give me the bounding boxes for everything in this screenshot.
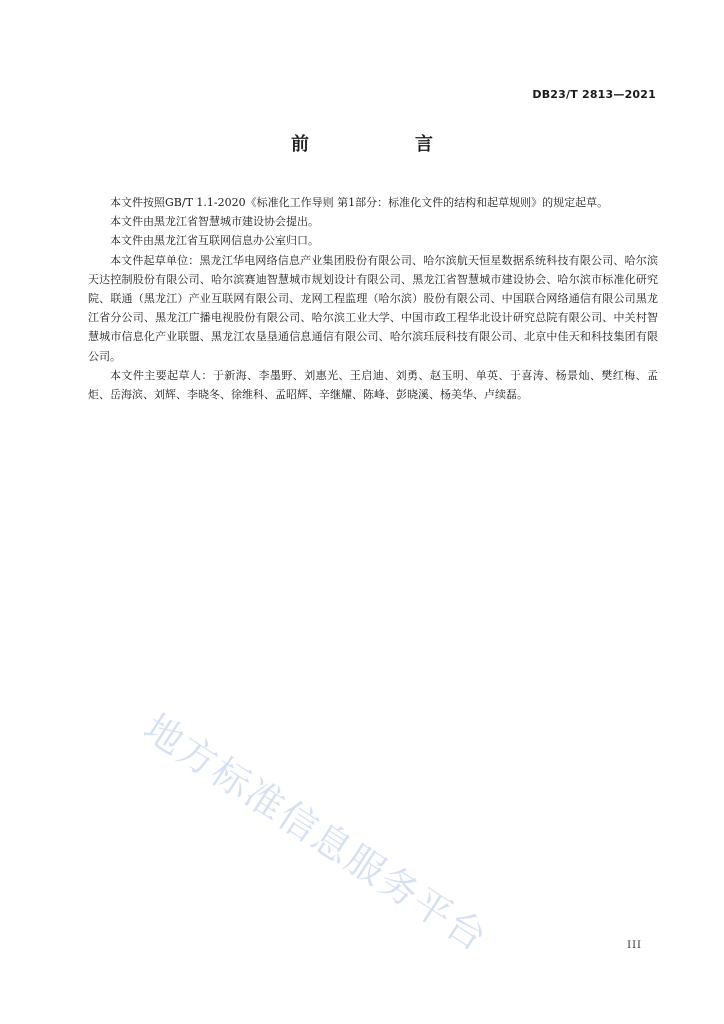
standard-code: DB23/T 2813—2021: [532, 88, 656, 101]
watermark: 地方标准信息服务平台: [136, 705, 496, 961]
page-number: III: [627, 940, 642, 951]
foreword-body: [88, 193, 658, 404]
paragraph-drafting-rules: 本文件按照GB/T 1.1-2020《标准化工作导则 第1部分：标准化文件的结构和起草规则》的规定起草。: [110, 196, 609, 209]
page-title: 前 言: [291, 134, 477, 155]
paragraph-drafters: 本文件主要起草人：于新海、李墨野、刘惠光、王启迪、刘勇、赵玉明、单英、于喜涛、杨景灿、樊红梅、孟炬、岳海滨、刘辉、李晓冬、徐维科、孟昭辉、辛继耀、陈峰、彭晓溪、杨美华、卢续磊。: [88, 368, 658, 402]
paragraph-proposer: 本文件由黑龙江省智慧城市建设协会提出。: [110, 215, 319, 229]
paragraph-administrator: 本文件由黑龙江省互联网信息办公室归口。: [110, 234, 319, 248]
paragraph-drafting-units: 本文件起草单位：黑龙江华电网络信息产业集团股份有限公司、哈尔滨航天恒星数据系统科技有限公司、哈尔滨天达控制股份有限公司、哈尔滨赛迪智慧城市规划设计有限公司、黑龙江省智慧城市建设协会、哈尔滨市标准化研究院、联通（黑龙江）产业互联网有限公司、龙网工程监理（哈尔滨）股份有限公司、中国联合网络通信有限公司黑龙江省分公司、黑龙江广播电视股份有限公司、哈尔滨工业大学、中国市政工程华北设计研究总院有限公司、中关村智慧城市信息化产业联盟、黑龙江农垦垦通信息通信有限公司、哈尔滨珏辰科技有限公司、北京中佳天和科技集团有限公司。: [88, 253, 658, 363]
